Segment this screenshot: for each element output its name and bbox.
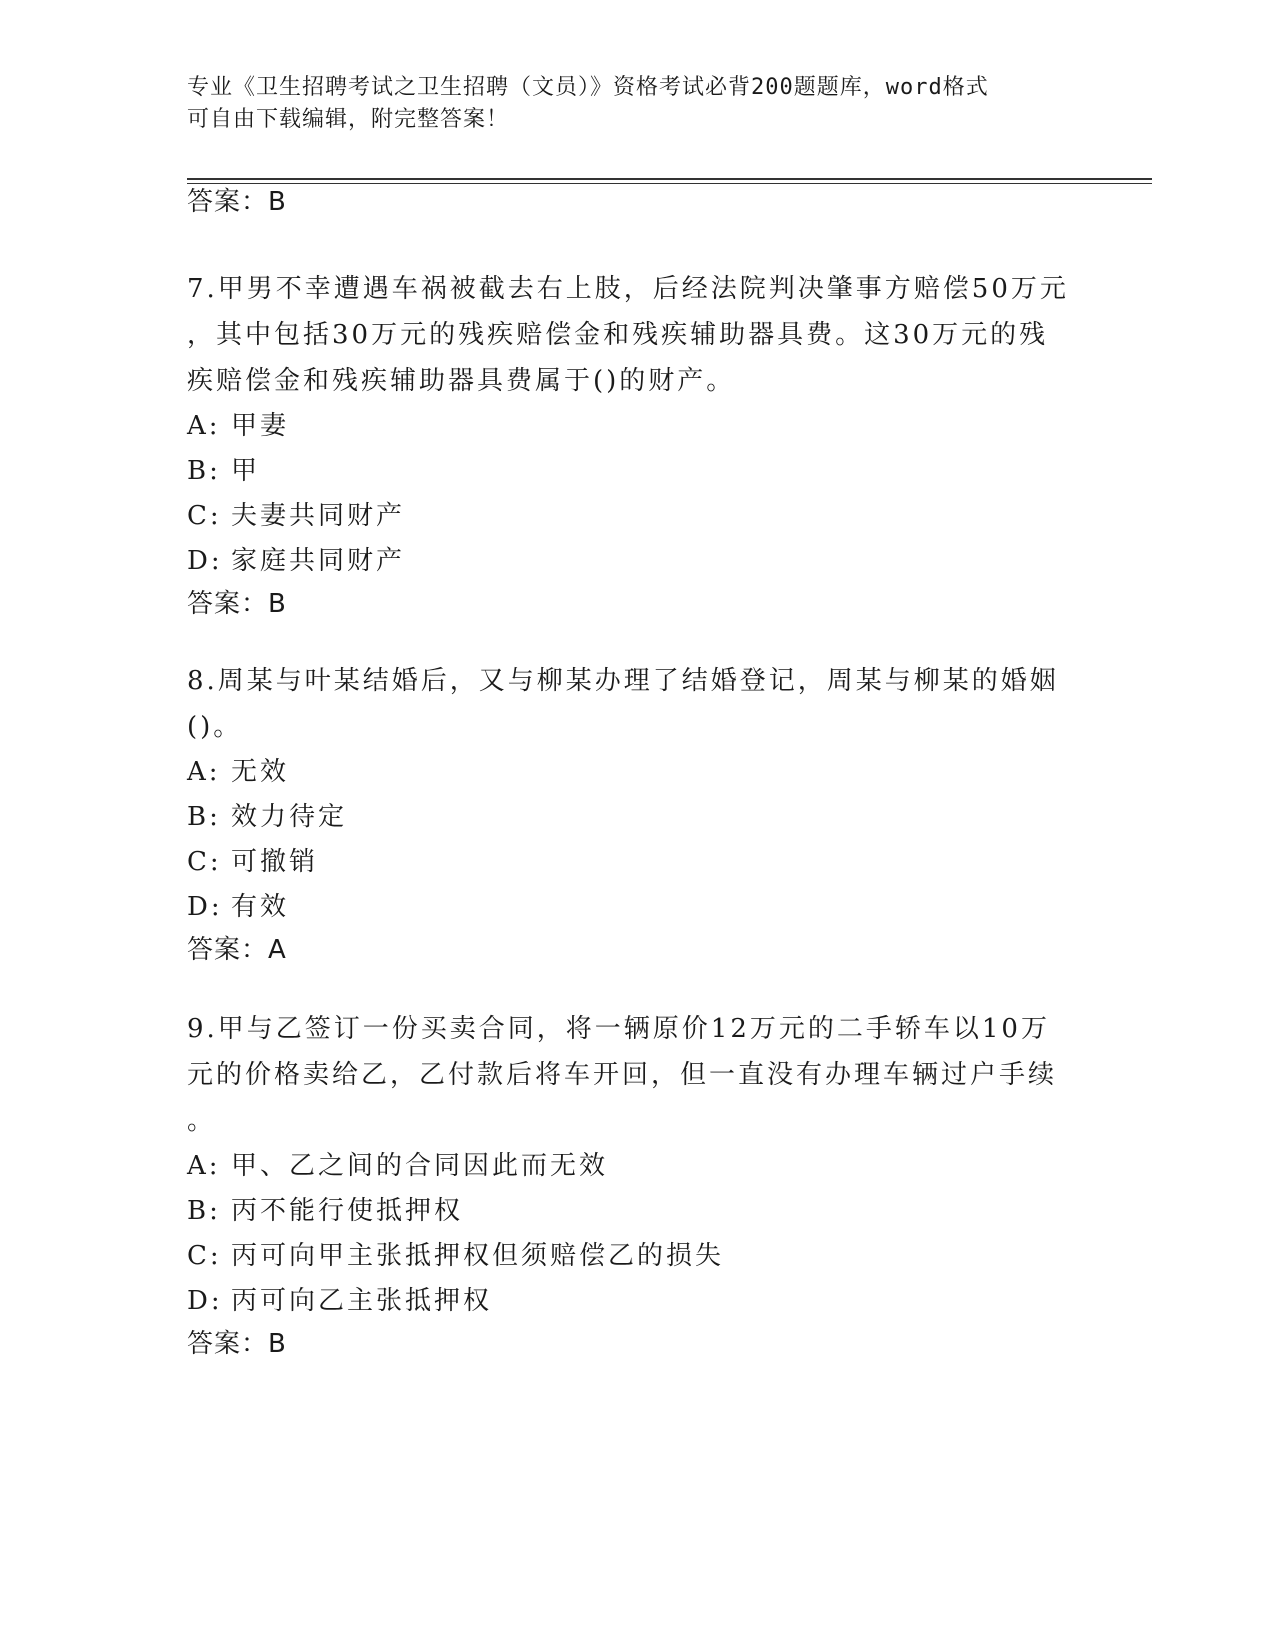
option-text: 无效: [231, 757, 290, 787]
option-text: 丙可向甲主张抵押权但须赔偿乙的损失: [231, 1241, 725, 1271]
option-key: D:: [187, 1286, 223, 1316]
question-7: [187, 266, 1087, 624]
answer-line: 答案：B: [187, 1329, 287, 1359]
option-text: 丙可向乙主张抵押权: [231, 1286, 493, 1316]
option-key: C:: [187, 847, 222, 877]
option-c: [187, 1234, 1087, 1279]
question-8: [187, 658, 1087, 970]
option-text: 甲、乙之间的合同因此而无效: [231, 1151, 609, 1181]
page-header: [187, 72, 1087, 136]
option-key: D:: [187, 546, 223, 576]
option-text: 家庭共同财产: [231, 546, 406, 576]
option-key: C:: [187, 501, 222, 531]
question-text-line: 元的价格卖给乙，乙付款后将车开回，但一直没有办理车辆过户手续: [187, 1060, 1058, 1090]
option-text: 可撤销: [231, 847, 319, 877]
header-divider-thick: [187, 178, 1152, 180]
question-text-line: 9.甲与乙签订一份买卖合同，将一辆原价12万元的二手轿车以10万: [187, 1014, 1050, 1044]
option-a: [187, 750, 1087, 795]
question-9: [187, 1006, 1087, 1364]
question-text-line: 7.甲男不幸遭遇车祸被截去右上肢，后经法院判决肇事方赔偿50万元: [187, 274, 1069, 304]
answer-line: 答案：B: [187, 187, 287, 217]
option-b: [187, 1189, 1087, 1234]
question-text-line: 。: [187, 1106, 217, 1136]
option-text: 甲妻: [231, 411, 290, 441]
header-title-line-1: 专业《卫生招聘考试之卫生招聘（文员）》资格考试必背200题题库，word格式: [187, 75, 989, 100]
option-key: B:: [187, 456, 221, 486]
header-title-line-2: 可自由下载编辑，附完整答案！: [187, 107, 510, 132]
option-text: 甲: [231, 456, 261, 486]
option-key: C:: [187, 1241, 222, 1271]
option-d: [187, 539, 1087, 584]
question-text-line: ()。: [187, 712, 243, 742]
option-text: 效力待定: [231, 802, 348, 832]
option-c: [187, 494, 1087, 539]
option-key: A:: [187, 757, 221, 787]
option-c: [187, 840, 1087, 885]
option-text: 有效: [231, 892, 290, 922]
answer-line: 答案：B: [187, 589, 287, 619]
question-text-line: ，其中包括30万元的残疾赔偿金和残疾辅助器具费。这30万元的残: [187, 320, 1049, 350]
option-key: D:: [187, 892, 223, 922]
option-key: B:: [187, 1196, 221, 1226]
option-key: A:: [187, 1151, 221, 1181]
option-key: A:: [187, 411, 221, 441]
option-text: 夫妻共同财产: [231, 501, 406, 531]
option-d: [187, 1279, 1087, 1324]
option-a: [187, 1144, 1087, 1189]
option-b: [187, 795, 1087, 840]
option-key: B:: [187, 802, 221, 832]
answer-line: 答案：A: [187, 935, 287, 965]
question-text-line: 疾赔偿金和残疾辅助器具费属于()的财产。: [187, 366, 736, 396]
option-d: [187, 885, 1087, 930]
option-a: [187, 404, 1087, 449]
option-b: [187, 449, 1087, 494]
question-text-line: 8.周某与叶某结婚后，又与柳某办理了结婚登记，周某与柳某的婚姻: [187, 666, 1059, 696]
option-text: 丙不能行使抵押权: [231, 1196, 464, 1226]
